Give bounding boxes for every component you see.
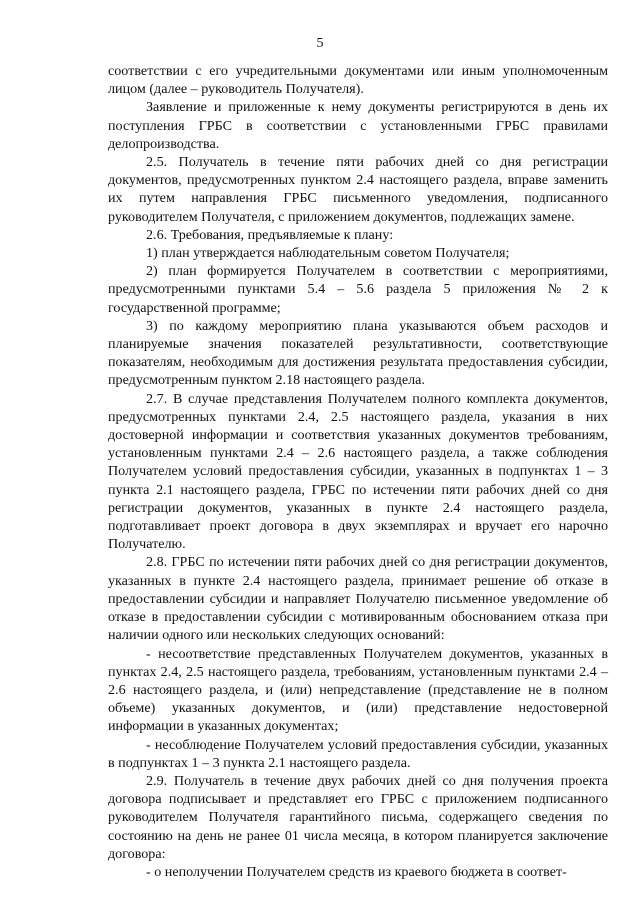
paragraph: 2.7. В случае представления Получателем полного комплекта документов, предусмотренных пунктами 2.4, 2.5 настоящего раздела, указания в них достоверной информации и соответствия указанных документов требованиям, установленным пунктами 2.4 – 2.6 настоящего раздела, а также соблюдения Получателем условий предоставления субсидии, указанных в подпунктах 1 – 3 пункта 2.1 настоящего раздела, ГРБС по истечении пяти рабочих дней со дня регистрации документов, указанных в пункте 2.4 настоящего раздела, подготавливает проект договора в двух экземплярах и вручает его нарочно Получателю. (108, 390, 608, 553)
paragraph: 1) план утверждается наблюдательным советом Получателя; (146, 245, 510, 262)
paragraph: - несоблюдение Получателем условий предоставления субсидии, указанных в подпунктах 1 – 3 пункта 2.1 настоящего раздела. (108, 736, 608, 771)
paragraph: - о неполучении Получателем средств из краевого бюджета в соответ- (146, 863, 567, 880)
paragraph: 2) план формируется Получателем в соответствии с мероприятиями, предусмотренными пунктами 5.4 – 5.6 раздела 5 приложения № 2 к государственной программе; (108, 263, 608, 316)
document-body (108, 62, 608, 881)
paragraph: - несоответствие представленных Получателем документов, указанных в пунктах 2.4, 2.5 настоящего раздела, требованиям, установленным пунктами 2.4 – 2.6 настоящего раздела, и (или) непредставление (представление не в полном объеме) указанных документов, и (или) представление недостоверной информации в указанных документах; (108, 645, 608, 735)
paragraph: 2.5. Получатель в течение пяти рабочих дней со дня регистрации документов, предусмотренных пунктом 2.4 настоящего раздела, вправе заменить их путем направления ГРБС письменного уведомления, подписанного руководителем Получателя, с приложением документов, подлежащих замене. (108, 154, 608, 225)
paragraph: 2.6. Требования, предъявляемые к плану: (146, 226, 394, 243)
paragraph: соответствии с его учредительными документами или иным уполномоченным лицом (далее – руководитель Получателя). (108, 63, 608, 98)
paragraph: 2.8. ГРБС по истечении пяти рабочих дней со дня регистрации документов, указанных в пункте 2.4 настоящего раздела, принимает решение об отказе в предоставлении субсидии и направляет Получателю письменное уведомление об отказе в предоставлении субсидии с мотивированным обоснованием отказа при наличии одного или нескольких следующих оснований: (108, 554, 608, 644)
paragraph: 3) по каждому мероприятию плана указываются объем расходов и планируемые значения показателей результативности, соответствующие показателям, необходимым для достижения результата предоставления субсидии, предусмотренным пунктом 2.18 настоящего раздела. (108, 317, 608, 389)
paragraph: 2.9. Получатель в течение двух рабочих дней со дня получения проекта договора подписывает и представляет его ГРБС с приложением подписанного руководителем Получателя гарантийного письма, содержащего сведения по состоянию на день не ранее 01 числа месяца, в котором планируется заключение договора: (108, 772, 608, 862)
paragraph: Заявление и приложенные к нему документы регистрируются в день их поступления ГРБС в соответствии с установленными ГРБС правилами делопроизводства. (108, 99, 608, 152)
page-number: 5 (316, 36, 324, 51)
